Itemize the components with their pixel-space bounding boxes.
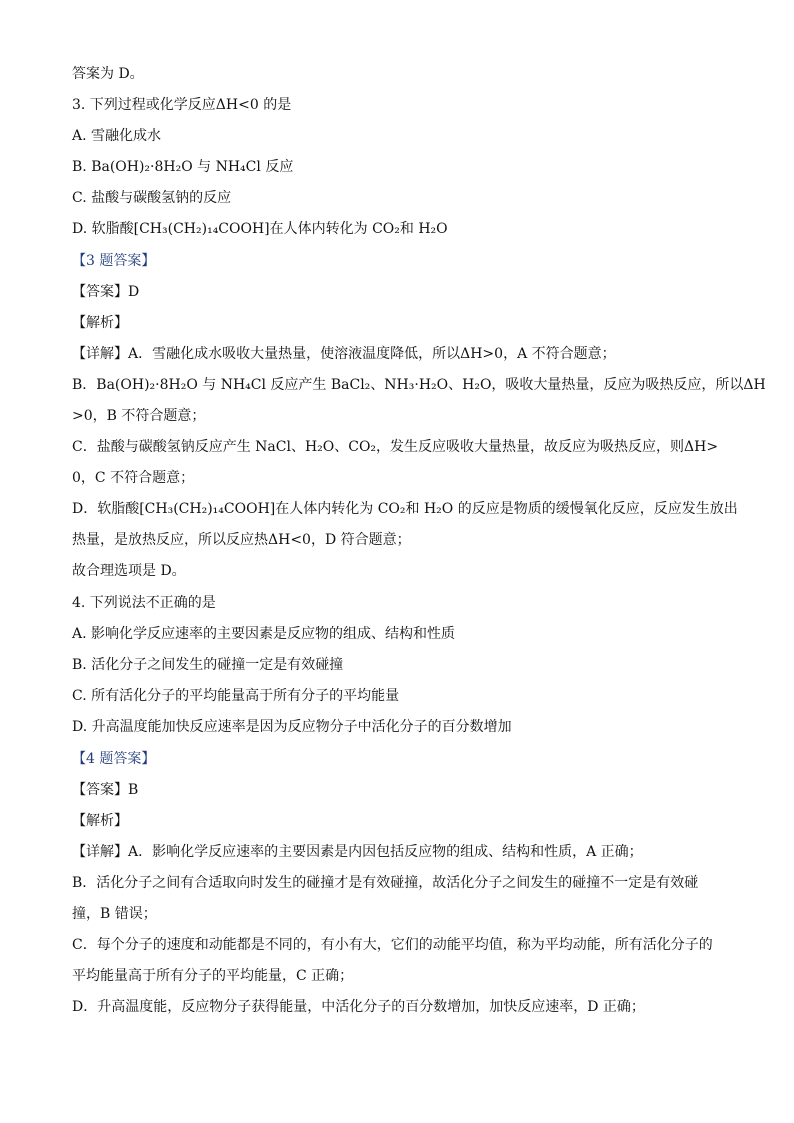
question-4-detail-c: C．每个分子的速度和动能都是不同的，有小有大，它们的动能平均值，称为平均动能，所有活化分子的	[72, 937, 713, 953]
question-4-detail-c-cont: 平均能量高于所有分子的平均能量，C 正确；	[72, 968, 354, 984]
question-4-detail-b: B．活化分子之间有合适取向时发生的碰撞才是有效碰撞，故活化分子之间发生的碰撞不一定是有效碰	[72, 875, 699, 891]
question-4-option-c: C. 所有活化分子的平均能量高于所有分子的平均能量	[72, 688, 400, 704]
question-3-detail-b: B．Ba(OH)₂·8H₂O 与 NH₄Cl 反应产生 BaCl₂、NH₃·H₂O、H₂O，吸收大量热量，反应为吸热反应，所以ΔH	[72, 377, 766, 393]
question-3-analysis-header: 【解析】	[72, 315, 128, 331]
question-3-stem: 3. 下列过程或化学反应ΔH<0 的是	[72, 97, 292, 113]
question-3-detail-c-cont: 0，C 不符合题意；	[72, 470, 195, 486]
question-4-option-d: D. 升高温度能加快反应速率是因为反应物分子中活化分子的百分数增加	[72, 719, 512, 735]
question-3-detail-c: C．盐酸与碳酸氢钠反应产生 NaCl、H₂O、CO₂，发生反应吸收大量热量，故反应为吸热反应，则ΔH>	[72, 439, 719, 455]
question-4-option-a: A. 影响化学反应速率的主要因素是反应物的组成、结构和性质	[72, 626, 456, 642]
question-3-option-d: D. 软脂酸[CH₃(CH₂)₁₄COOH]在人体内转化为 CO₂和 H₂O	[72, 221, 448, 237]
answer-line: 答案为 D。	[72, 66, 144, 82]
question-3-option-c: C. 盐酸与碳酸氢钠的反应	[72, 190, 232, 206]
question-4-answer: 【答案】B	[72, 782, 139, 798]
question-3-option-a: A. 雪融化成水	[72, 128, 162, 144]
question-4-detail-b-cont: 撞，B 错误；	[72, 906, 157, 922]
question-4-stem: 4. 下列说法不正确的是	[72, 595, 216, 611]
question-4-analysis-header: 【解析】	[72, 813, 128, 829]
question-3-option-b: B. Ba(OH)₂·8H₂O 与 NH₄Cl 反应	[72, 159, 294, 175]
question-3-detail-d: D．软脂酸[CH₃(CH₂)₁₄COOH]在人体内转化为 CO₂和 H₂O 的反应是物质的缓慢氧化反应，反应发生放出	[72, 501, 738, 517]
question-4-answer-header: 【4 题答案】	[72, 751, 156, 767]
question-4-detail-d: D．升高温度能，反应物分子获得能量，中活化分子的百分数增加，加快反应速率，D 正确；	[72, 999, 645, 1015]
question-3-answer: 【答案】D	[72, 284, 140, 300]
question-4-detail-a: 【详解】A．影响化学反应速率的主要因素是内因包括反应物的组成、结构和性质，A 正确；	[72, 844, 643, 860]
question-3-detail-d-cont: 热量，是放热反应，所以反应热ΔH<0，D 符合题意；	[72, 532, 411, 548]
question-3-conclusion: 故合理选项是 D。	[72, 563, 186, 579]
question-4-option-b: B. 活化分子之间发生的碰撞一定是有效碰撞	[72, 657, 344, 673]
question-3-detail-b-cont: >0，B 不符合题意；	[72, 408, 206, 424]
question-3-detail-a: 【详解】A．雪融化成水吸收大量热量，使溶液温度降低，所以ΔH>0，A 不符合题意；	[72, 346, 616, 362]
question-3-answer-header: 【3 题答案】	[72, 253, 156, 269]
